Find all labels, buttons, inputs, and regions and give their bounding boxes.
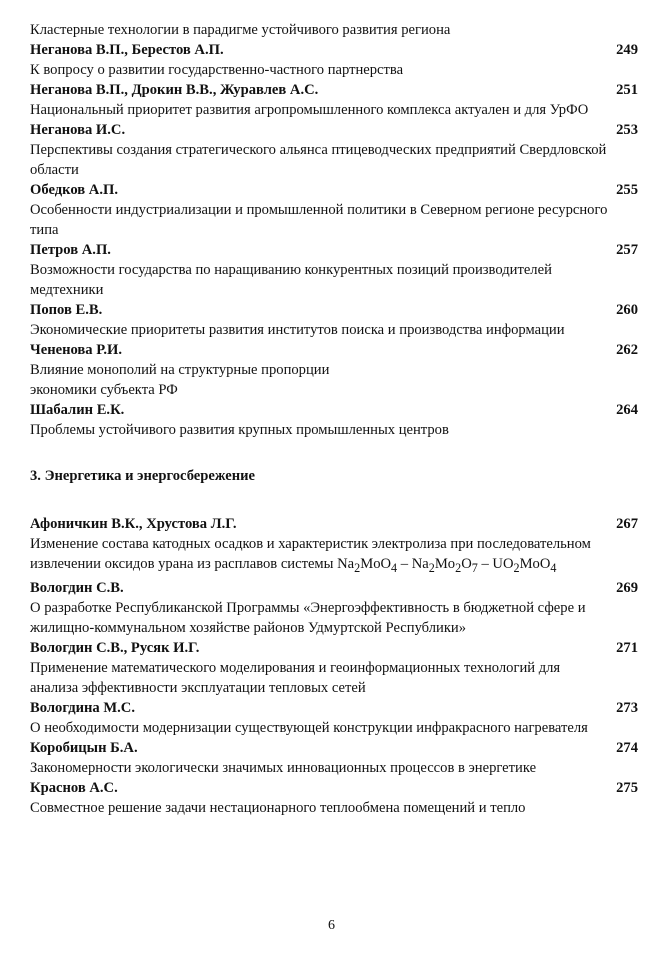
entry-authors: Петров А.П. (30, 242, 111, 258)
entry-title: Особенности индустриализации и промышленной политики в Северном регионе ресурсного типа (30, 202, 608, 238)
entry-page-number: 267 (616, 516, 638, 532)
toc-entry (30, 400, 638, 440)
entry-authors: Неганова И.С. (30, 122, 126, 138)
entry-page-number: 255 (616, 182, 638, 198)
section-heading: 3. Энергетика и энергосбережение (30, 468, 256, 484)
author-row (30, 738, 638, 758)
author-row (30, 638, 638, 658)
entry-page-number: 264 (616, 402, 638, 418)
author-row (30, 698, 638, 718)
toc-entry (30, 120, 638, 180)
toc-entry (30, 340, 638, 400)
toc-entry (30, 80, 638, 120)
entry-authors: Обедков А.П. (30, 182, 118, 198)
intro-title: Кластерные технологии в парадигме устойчивого развития региона (30, 22, 451, 38)
author-row (30, 400, 638, 420)
author-row (30, 40, 638, 60)
entry-title: Совместное решение задачи нестационарного теплообмена помещений и тепло (30, 799, 526, 816)
toc-entry (30, 300, 638, 340)
entry-authors: Краснов А.С. (30, 779, 118, 796)
toc-entry (30, 738, 638, 778)
entry-title: Возможности государства по наращиванию конкурентных позиций производителей медтехники (30, 262, 552, 298)
entry-page-number: 274 (616, 739, 638, 756)
entry-title-line-1: Влияние монополий на структурные пропорции (30, 362, 330, 378)
author-row (30, 514, 638, 534)
author-row (30, 778, 638, 798)
toc-entry (30, 514, 638, 578)
entry-title: Национальный приоритет развития агропромышленного комплекса актуален и для УрФО (30, 102, 589, 118)
author-row (30, 340, 638, 360)
entry-page-number: 257 (616, 242, 638, 258)
entry-title: К вопросу о развитии государственно-частного партнерства (30, 62, 404, 78)
entry-title: Закономерности экологически значимых инновационных процессов в энергетике (30, 759, 537, 776)
toc-entry (30, 638, 638, 698)
entry-page-number: 262 (616, 342, 638, 358)
entry-page-number: 269 (616, 579, 638, 596)
entry-authors: Коробицын Б.А. (30, 739, 138, 756)
toc-entry (30, 578, 638, 638)
author-row (30, 578, 638, 598)
entry-title: О разработке Республиканской Программы «Энергоэффективность в бюджетной сфере и жилищно-коммунальном хозяйстве районов Удмуртской Республики» (30, 599, 586, 636)
entry-title: Проблемы устойчивого развития крупных промышленных центров (30, 422, 449, 438)
author-row (30, 240, 638, 260)
entry-page-number: 251 (616, 82, 638, 98)
entry-page-number: 249 (616, 42, 638, 58)
page-number: 6 (328, 918, 335, 933)
toc-entry (30, 778, 638, 818)
entry-title-line-2: экономики субъекта РФ (30, 382, 178, 398)
entry-page-number: 273 (616, 699, 638, 716)
entry-title (30, 534, 638, 578)
entry-title: О необходимости модернизации существующей конструкции инфракрасного нагревателя (30, 719, 588, 736)
author-row (30, 300, 638, 320)
entry-title: Применение математического моделирования и геоинформационных технологий для анализа эффективности эксплуатации тепловых сетей (30, 659, 561, 696)
toc-entry (30, 40, 638, 80)
toc-entry (30, 240, 638, 300)
entry-authors: Вологдин С.В. (30, 579, 124, 596)
author-row (30, 180, 638, 200)
entry-title: Экономические приоритеты развития институтов поиска и производства информации (30, 322, 565, 338)
author-row (30, 120, 638, 140)
toc-entry (30, 698, 638, 738)
author-row (30, 80, 638, 100)
entry-authors: Вологдин С.В., Русяк И.Г. (30, 639, 200, 656)
entry-authors: Попов Е.В. (30, 302, 103, 318)
chemical-formula: $Na_2MoO_4 - Na_2Mo_2O_7 - UO_2MoO_4$ (337, 556, 557, 575)
entry-page-number: 271 (616, 639, 638, 656)
entry-authors: Неганова В.П., Берестов А.П. (30, 42, 224, 58)
entry-page-number: 253 (616, 122, 638, 138)
entry-title-text: Изменение состава катодных осадков и характеристик электролиза при последовательном извлечении оксидов урана из расплавов системы (30, 536, 591, 572)
table-of-contents (30, 20, 638, 818)
entry-authors: Шабалин Е.К. (30, 402, 125, 418)
entry-page-number: 260 (616, 302, 638, 318)
entry-authors: Чененова Р.И. (30, 342, 122, 358)
entry-authors: Неганова В.П., Дрокин В.В., Журавлев А.С. (30, 82, 319, 98)
toc-entry (30, 180, 638, 240)
entry-title: Перспективы создания стратегического альянса птицеводческих предприятий Свердловской области (30, 142, 607, 178)
entry-page-number: 275 (616, 779, 638, 796)
entry-authors: Вологдина М.С. (30, 699, 135, 716)
entry-authors: Афоничкин В.К., Хрустова Л.Г. (30, 516, 237, 532)
